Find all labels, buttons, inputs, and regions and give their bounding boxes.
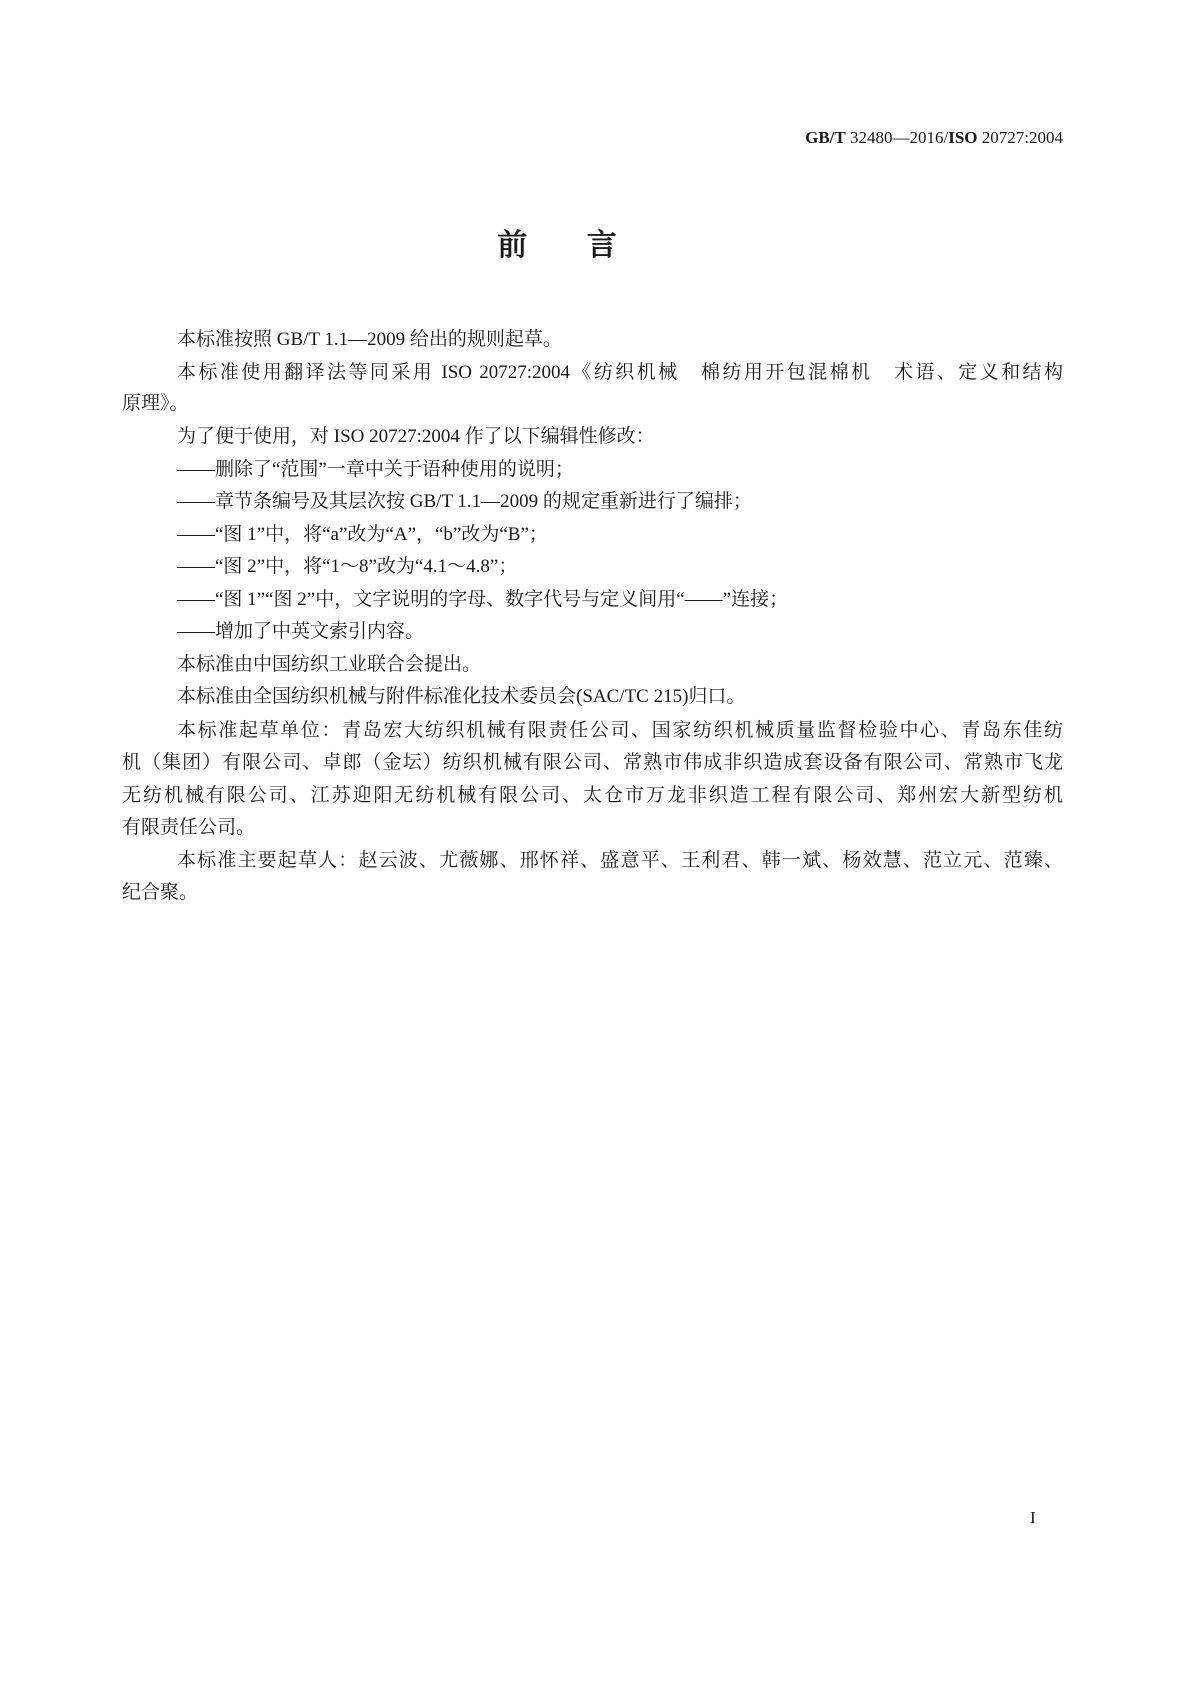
paragraph-line: ——“图 1”“图 2”中，文字说明的字母、数字代号与定义间用“——”连接； [177,589,789,610]
paragraph-line: ——章节条编号及其层次按 GB/T 1.1—2009 的规定重新进行了编排； [177,491,752,512]
paragraph-line: 原理》。 [122,393,189,414]
standard-number [805,125,1063,151]
paragraph-line: 机（集团）有限公司、卓郎（金坛）纺织机械有限公司、常熟市伟成非织造成套设备有限公司、常熟市飞龙 [122,752,1063,773]
iso-code: 20727:2004 [977,128,1063,147]
paragraph-line: 本标准由中国纺织工业联合会提出。 [177,654,482,675]
standard-number-code: 32480—2016/ [845,128,949,147]
paragraph-line: 本标准主要起草人：赵云波、尤薇娜、邢怀祥、盛意平、王利君、韩一斌、杨效慧、范立元、范臻、 [177,850,1063,871]
paragraph-line: 本标准使用翻译法等同采用 ISO 20727:2004《纺织机械 棉纺用开包混棉机 术语、定义和结构 [177,362,1063,383]
paragraph-line: ——“图 2”中，将“1～8”改为“4.1～4.8”； [177,556,518,577]
paragraph-line: ——删除了“范围”一章中关于语种使用的说明； [177,459,574,480]
paragraph-line: ——增加了中英文索引内容。 [177,621,425,642]
standard-number-prefix: GB/T [805,128,846,147]
paragraph-line: ——“图 1”中，将“a”改为“A”，“b”改为“B”； [177,524,548,545]
paragraph-line: 纪合聚。 [122,882,199,903]
page-number: I [1030,1508,1036,1527]
page-title: 前 言 [497,229,617,262]
paragraph-line: 无纺机械有限公司、江苏迎阳无纺机械有限公司、太仓市万龙非织造工程有限公司、郑州宏大新型纺机 [122,785,1063,806]
iso-prefix: ISO [948,128,978,147]
paragraph-line: 本标准起草单位：青岛宏大纺织机械有限责任公司、国家纺织机械质量监督检验中心、青岛东佳纺 [177,720,1063,741]
paragraph-line: 本标准按照 GB/T 1.1—2009 给出的规则起草。 [177,329,562,350]
paragraph-line: 有限责任公司。 [122,817,256,838]
paragraph-line: 本标准由全国纺织机械与附件标准化技术委员会(SAC/TC 215)归口。 [177,686,746,707]
paragraph-line: 为了便于使用，对 ISO 20727:2004 作了以下编辑性修改： [177,426,655,447]
